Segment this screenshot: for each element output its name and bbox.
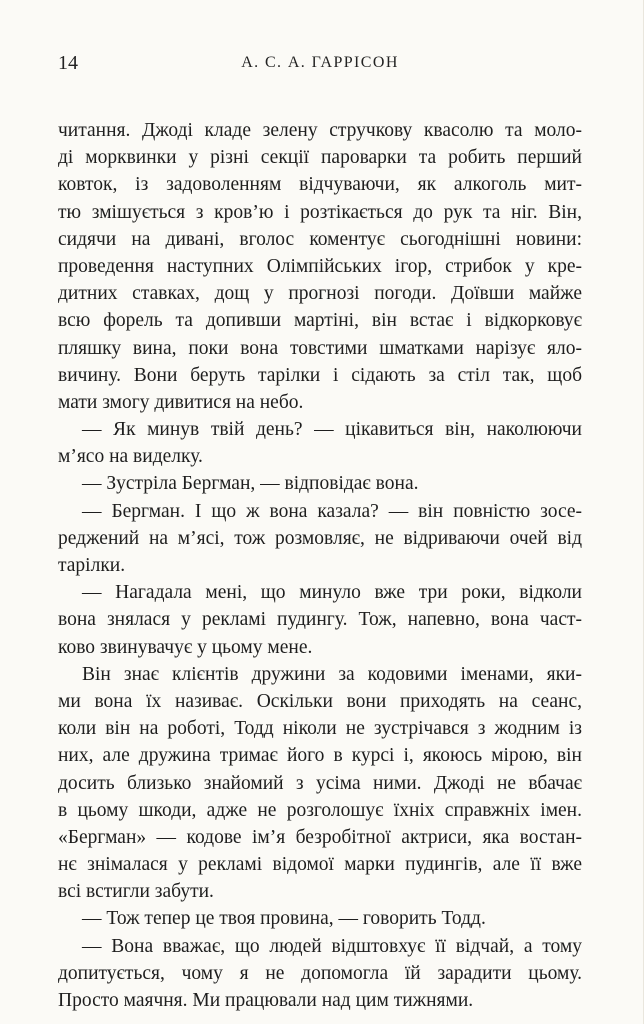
text-line: мати змогу дивитися на небо. [58,391,304,413]
text-line: ково звинувачує у цьому мене. [58,636,313,658]
text-line: досить близько знайомий з усіма ними. Джоді не вбачає [58,772,582,794]
text-line: сидячи на дивані, вголос коментує сьогоднішні новини: [58,228,582,250]
text-line: реджений на м’ясі, тож розмовляє, не відриваючи очей від [58,527,582,549]
text-line: допитується, чому я не допомогла їй зарадити цьому. [58,962,582,984]
text-line: м’ясо на виделку. [58,446,203,468]
text-line: нє знімалася у рекламі відомої марки пудингів, але її вже [58,854,582,876]
text-line: — Нагадала мені, що минуло вже три роки, відколи [82,582,582,604]
text-line: всю форель та допивши мартіні, він встає і відкорковує [58,310,582,332]
text-line: Він знає клієнтів дружини за кодовими іменами, яки- [82,663,582,685]
text-line: вичину. Вони беруть тарілки і сідають за стіл так, щоб [58,364,582,386]
text-line: в цьому шкоди, адже не розголошує їхніх справжніх імен. [58,799,582,821]
text-line: проведення наступних Олімпійських ігор, стрибок у кре- [58,255,582,277]
text-line: — Вона вважає, що людей відштовхує її відчай, а тому [82,935,582,957]
text-line: ковток, із задоволенням відчуваючи, як алкоголь мит- [58,174,582,196]
text-line: — Як минув твій день? — цікавиться він, наколюючи [82,419,582,441]
text-line: Просто маячня. Ми працювали над цим тижнями. [58,990,474,1011]
text-line: всі встигли забути. [58,881,214,903]
page-header [58,52,582,82]
page-body-text [58,117,582,1014]
text-line: — Тож тепер це твоя провина, — говорить Тодд. [82,908,486,930]
text-line: — Зустріла Бергман, — відповідає вона. [82,473,419,495]
text-line: ми вона їх називає. Оскільки вони приходять на сеанс, [58,690,582,712]
text-line: ді морквинки у різні секції пароварки та робить перший [58,147,582,169]
text-line: пляшку вина, поки вона товстими шматками нарізує яло- [58,337,582,359]
text-line: тю змішується з кров’ю і розтікається до рук та ніг. Він, [58,201,582,223]
text-line: тарілки. [58,555,126,576]
text-line: них, але дружина тримає його в курсі і, якоюсь мірою, він [58,745,582,767]
text-line: — Бергман. І що ж вона казала? — він повністю зосе- [82,500,582,522]
text-line: дитних ставках, дощ у прогнозі погоди. Доївши майже [58,283,582,305]
text-line: вона знялася у рекламі пудингу. Тож, напевно, вона част- [58,609,582,631]
text-line: «Бергман» — кодове ім’я безробітної актриси, яка востан- [58,826,582,848]
running-head: А. С. А. ГАРРІСОН [241,54,399,71]
page-number: 14 [58,52,78,74]
text-line: коли він на роботі, Тодд ніколи не зустрічався з жодним із [58,718,582,740]
text-line: читання. Джоді кладе зелену стручкову квасолю та моло- [58,120,582,141]
